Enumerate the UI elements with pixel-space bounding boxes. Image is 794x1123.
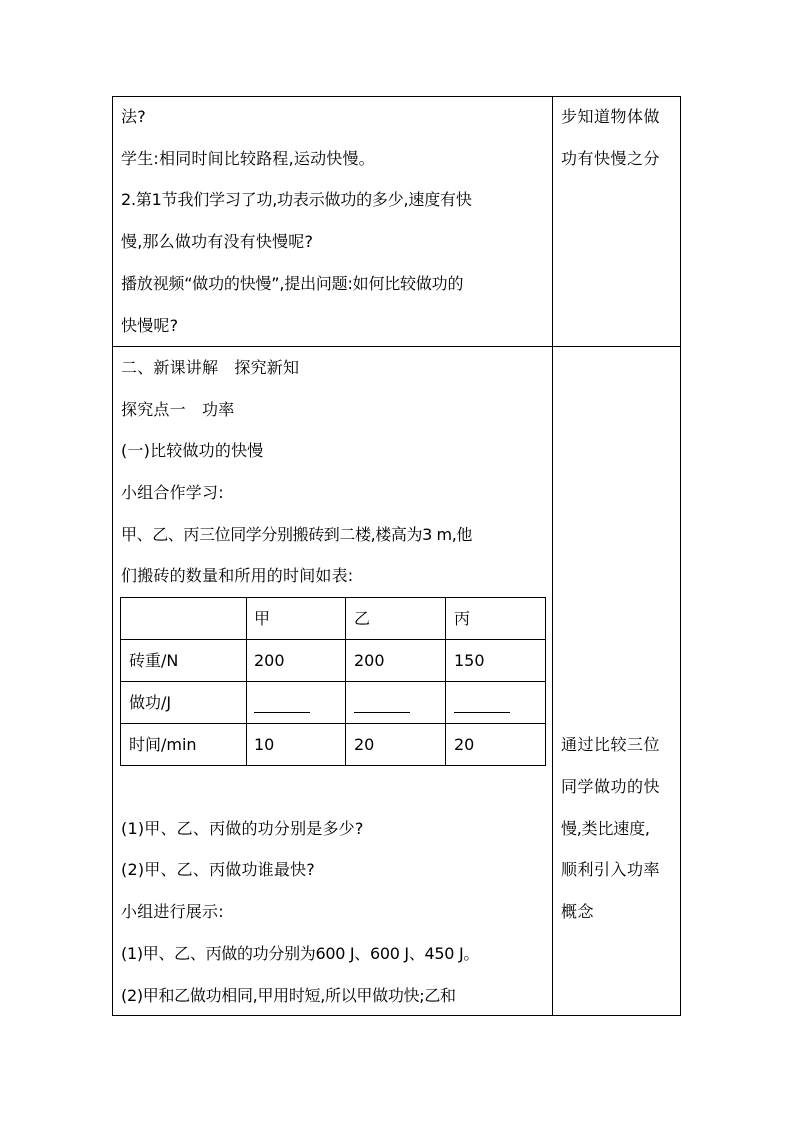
side-note-line: 通过比较三位 [561, 735, 661, 754]
fill-in-blank [454, 712, 510, 713]
fill-in-blank [254, 712, 310, 713]
outer-right-border [680, 96, 681, 1016]
text-line: 学生:相同时间比较路程,运动快慢。 [121, 149, 375, 168]
side-note-line: 同学做功的快 [561, 777, 661, 796]
table-border [120, 681, 545, 682]
side-note-line: 步知道物体做 [561, 107, 661, 126]
text-line: 甲、乙、丙三位同学分别搬砖到二楼,楼高为3 m,他 [121, 525, 473, 544]
text-line: 2.第1节我们学习了功,功表示做功的多少,速度有快 [121, 190, 472, 209]
section-heading: 二、新课讲解 探究新知 [121, 358, 300, 377]
table-cell: 150 [454, 651, 485, 670]
table-row-label: 时间/min [129, 735, 197, 754]
text-line: 慢,那么做功有没有快慢呢? [121, 232, 314, 251]
table-cell: 20 [454, 735, 475, 754]
table-cell: 200 [354, 651, 385, 670]
table-cell: 200 [254, 651, 285, 670]
table-row-label: 做功/J [129, 693, 172, 712]
table-border [120, 597, 545, 598]
outer-bottom-border [112, 1015, 680, 1016]
table-border [545, 597, 546, 766]
text-line: (一)比较做功的快慢 [121, 441, 264, 460]
table-header-cell: 乙 [354, 609, 371, 628]
question-line: (2)甲、乙、丙做功谁最快? [121, 860, 315, 879]
text-line: 小组合作学习: [121, 483, 224, 502]
column-divider [552, 96, 553, 1016]
table-border [445, 597, 446, 766]
table-border [246, 597, 247, 766]
text-line: 播放视频“做功的快慢”,提出问题:如何比较做功的 [121, 274, 464, 293]
outer-left-border [112, 96, 113, 1016]
table-cell: 20 [354, 735, 375, 754]
side-note-line: 顺利引入功率 [561, 860, 661, 879]
text-line: 们搬砖的数量和所用的时间如表: [121, 566, 354, 585]
question-line: (1)甲、乙、丙做的功分别是多少? [121, 819, 364, 838]
table-border [120, 723, 545, 724]
subsection-heading: 探究点一 功率 [121, 400, 235, 419]
answer-line: (1)甲、乙、丙做的功分别为600 J、600 J、450 J。 [121, 944, 480, 963]
table-border [120, 639, 545, 640]
table-border [120, 597, 121, 766]
side-note-line: 慢,类比速度, [561, 819, 650, 838]
text-line: 快慢呢? [121, 316, 179, 335]
text-line: 法? [121, 107, 146, 126]
table-cell: 10 [254, 735, 275, 754]
answer-line: (2)甲和乙做功相同,甲用时短,所以甲做功快;乙和 [121, 986, 456, 1005]
side-note-line: 功有快慢之分 [561, 149, 661, 168]
table-header-cell: 甲 [254, 609, 271, 628]
fill-in-blank [354, 712, 410, 713]
table-row-label: 砖重/N [129, 651, 179, 670]
text-line: 小组进行展示: [121, 902, 224, 921]
table-header-cell: 丙 [454, 609, 471, 628]
row-divider [112, 346, 680, 347]
table-border [120, 765, 545, 766]
outer-top-border [112, 96, 680, 97]
table-border [345, 597, 346, 766]
side-note-line: 概念 [561, 902, 595, 921]
